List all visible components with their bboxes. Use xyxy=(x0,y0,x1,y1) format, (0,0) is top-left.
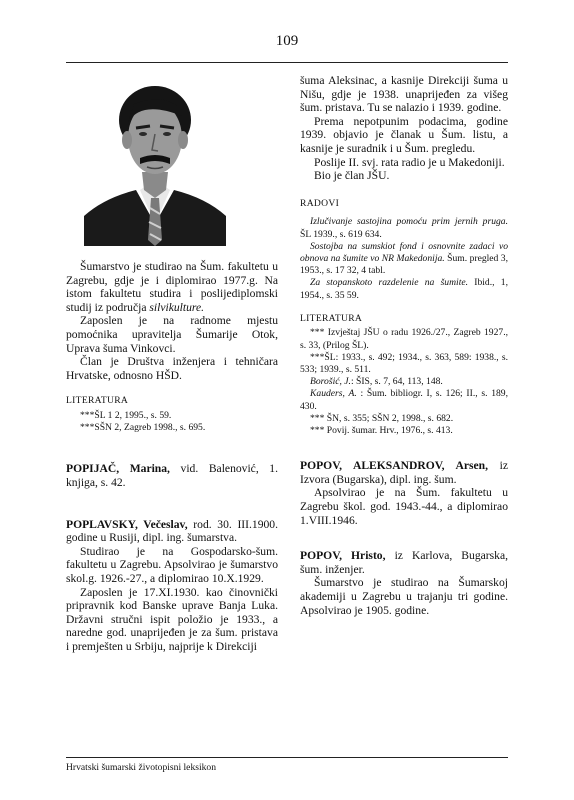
entry-paragraph: Zaposlen je na radnome mjestu pomoćnika upravitelja Šumarije Otok, Uprava šuma Vinkovci. xyxy=(66,314,278,355)
radovi-item: Izlučivanje sastojina pomoću prim jernih pruga. ŠL 1939., s. 619 634. xyxy=(300,216,508,240)
literatura-list xyxy=(66,410,278,434)
portrait-photo xyxy=(84,74,226,246)
literatura-heading: LITERATURA xyxy=(300,312,363,324)
literatura-item: Kauders, A. : Šum. bibliogr. I, s. 126; II., s. 189, 430. xyxy=(300,388,508,412)
entry-paragraph: Poslije II. svj. rata radio je u Makedoniji. xyxy=(314,155,505,169)
entry-paragraph: Apsolvirao je na Šum. fakultetu u Zagrebu škol. god. 1943.-44., a diplomirao 1.VIII.1946. xyxy=(300,486,508,527)
page-number: 109 xyxy=(275,33,299,49)
literatura-item: Borošić, J.: ŠIS, s. 7, 64, 113, 148. xyxy=(310,376,443,388)
literatura-item: ***ŠL: 1933., s. 492; 1934., s. 363, 589: 1938., s. 533; 1939., s. 511. xyxy=(300,351,508,375)
entry-paragraph: Bio je član JŠU. xyxy=(314,169,390,183)
literatura-item: ***ŠL 1 2, 1995., s. 59. xyxy=(80,409,172,421)
entry-paragraph: Prema nepotpunim podacima, godine 1939. objavio je članak u Šum. listu, a kasnije je suradnik i u Šum. pregledu. xyxy=(300,114,508,155)
entry-paragraph: šuma Aleksinac, a kasnije Direkciji šuma u Nišu, gdje je 1938. unaprijeđen za višeg šum. pristava. Tu se nalazio i 1939. godine. xyxy=(300,74,508,115)
entry-paragraph: Član je Društva inženjera i tehničara Hrvatske, odnosno HŠD. xyxy=(66,355,278,382)
entry-paragraph: Šumarstvo je studirao na Šum. fakultetu u Zagrebu, gdje je i diplomirao 1977.g. Na istom fakultetu studira i poslijediplomski studij iz područja silvikulture. xyxy=(66,260,278,314)
entry-paragraph: Šumarstvo je studirao na Šumarskoj akademiji u Zagrebu u trajanju tri godine. Apsolvirao je 1905. godine. xyxy=(300,576,508,617)
entry-poplavsky: POPLAVSKY, Večeslav, rod. 30. III.1900. godine u Rusiji, dipl. ing. šumarstva. xyxy=(66,517,279,545)
headword: POPLAVSKY, Večeslav, xyxy=(66,517,188,531)
headword: POPIJAČ, Marina, xyxy=(66,462,170,476)
entry-popijac: POPIJAČ, Marina, vid. Balenović, 1. knjiga, s. 42. xyxy=(66,462,278,489)
radovi-list xyxy=(300,216,508,301)
entry-paragraph: Zaposlen je 17.XI.1930. kao činovnički pripravnik kod Banske uprave Banja Luka. Državni stručni ispit položio je 1933., a naredne god. unaprijeđen je za šum. pristava i premješten u Srbiju, najprije k Direkciji xyxy=(66,585,278,653)
header-rule xyxy=(66,62,508,63)
literatura-list xyxy=(300,327,508,437)
literatura-item: *** Povij. šumar. Hrv., 1976., s. 413. xyxy=(310,424,453,436)
radovi-item: Za stopanskoto razdelenie na šumite. Ibid., 1, 1954., s. 35 59. xyxy=(300,277,508,301)
literatura-item: *** Izvještaj JŠU o radu 1926./27., Zagreb 1927., s. 33, (Prilog ŠL). xyxy=(300,327,508,351)
radovi-item: Sostojba na sumskiot fond i osnovnite zadaci vo obnova na šumite vo NR Makedonija. Šum. pregled 3, 1953., s. 17 32, 4 tabl. xyxy=(300,240,508,277)
literatura-item: *** ŠN, s. 355; SŠN 2, 1998., s. 682. xyxy=(310,412,454,424)
literatura-item: ***SŠN 2, Zagreb 1998., s. 695. xyxy=(80,422,206,434)
left-column xyxy=(66,74,278,653)
literatura-heading: LITERATURA xyxy=(66,395,129,407)
footer-text: Hrvatski šumarski životopisni leksikon xyxy=(66,762,217,773)
right-column xyxy=(300,74,508,617)
headword: POPOV, ALEKSANDROV, Arsen, xyxy=(300,459,489,473)
headword: POPOV, Hristo, xyxy=(300,549,386,563)
entry-popov-aleksandrov: POPOV, ALEKSANDROV, Arsen, iz Izvora (Bugarska), dipl. ing. šum. xyxy=(300,459,509,486)
entry-popov-hristo: POPOV, Hristo, iz Karlova, Bugarska, šum. inženjer. xyxy=(300,549,508,576)
footer-rule xyxy=(66,757,508,758)
radovi-heading: RADOVI xyxy=(300,197,340,209)
entry-paragraph: Studirao je na Gospodarsko-šum. fakultetu u Zagrebu. Apsolvirao je šumarstvo skol.g. 1926.-27., a diplomirao 10.X.1929. xyxy=(66,544,278,585)
